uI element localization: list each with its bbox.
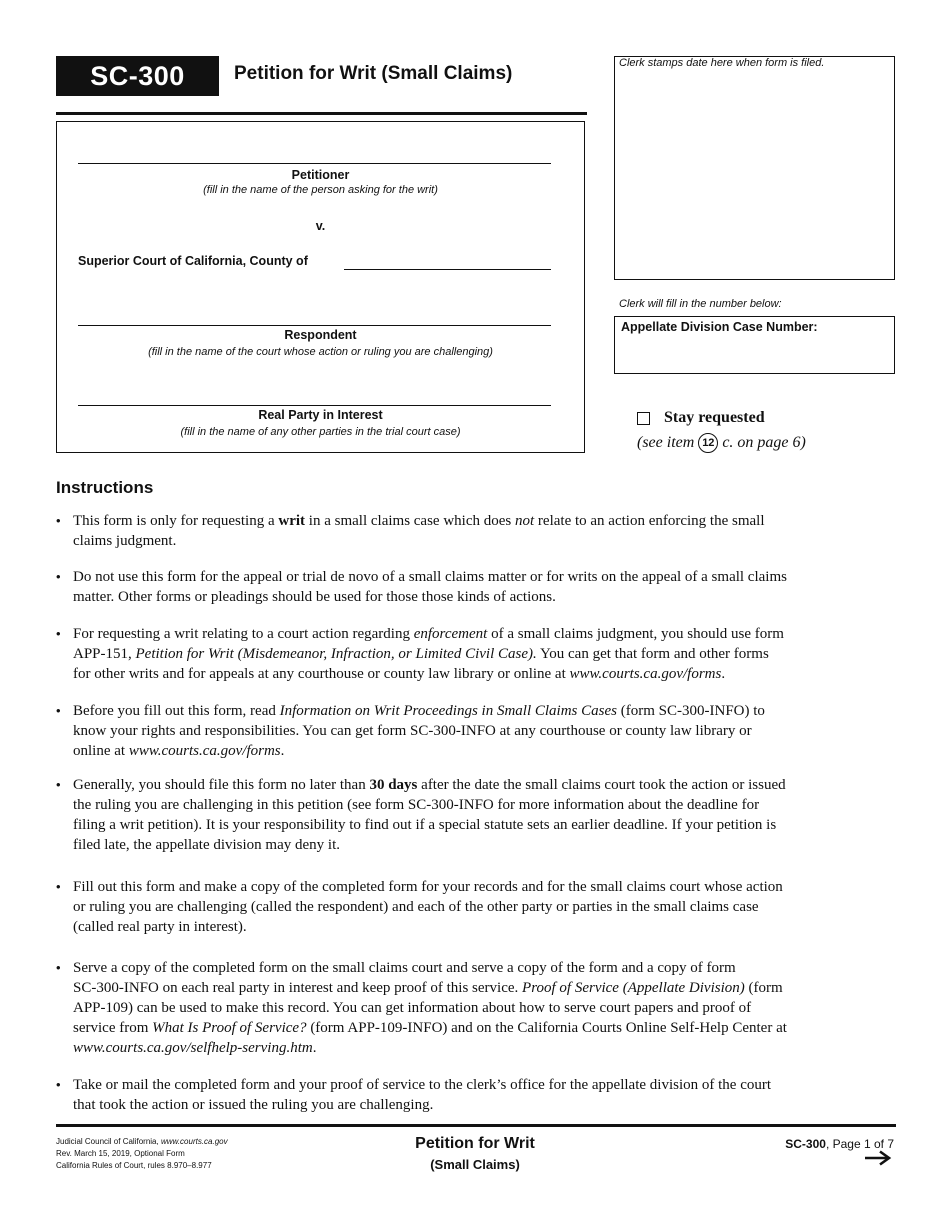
stay-requested-label: Stay requested (664, 409, 765, 426)
item-number-badge: 12 (698, 433, 718, 453)
forms-link[interactable]: www.courts.ca.gov/forms (128, 743, 281, 759)
footer-subtitle: (Small Claims) (430, 1157, 520, 1172)
footer-rules: California Rules of Court, rules 8.970–8.977 (56, 1161, 212, 1170)
petitioner-name-field[interactable] (78, 163, 551, 164)
clerk-number-note: Clerk will fill in the number below: (619, 298, 782, 310)
right-arrow-icon[interactable] (864, 1150, 892, 1171)
header-divider (56, 112, 587, 115)
real-party-label: Real Party in Interest (258, 408, 383, 422)
footer-title: Petition for Writ (415, 1135, 535, 1152)
respondent-label: Respondent (284, 328, 357, 342)
court-county-label: Superior Court of California, County of (78, 254, 308, 268)
respondent-name-field[interactable] (78, 325, 551, 326)
page-number: SC-300, Page 1 of 7 (785, 1137, 894, 1151)
real-party-hint: (fill in the name of any other parties in the trial court case) (180, 426, 461, 438)
petitioner-hint: (fill in the name of the person asking for the writ) (203, 184, 438, 196)
footer-council: Judicial Council of California, www.courts.ca.gov (56, 1137, 228, 1146)
caption-box (56, 121, 585, 453)
county-name-field[interactable] (344, 269, 551, 270)
footer-revision: Rev. March 15, 2019, Optional Form (56, 1149, 185, 1158)
clerk-stamp-note: Clerk stamps date here when form is filed. (619, 57, 825, 69)
case-number-label: Appellate Division Case Number: (621, 320, 818, 334)
selfhelp-link[interactable]: www.courts.ca.gov/selfhelp-serving.htm (73, 1040, 313, 1056)
instructions-heading: Instructions (56, 478, 154, 497)
forms-link[interactable]: www.courts.ca.gov/forms (569, 666, 722, 682)
petitioner-label: Petitioner (291, 168, 350, 182)
footer-divider (56, 1124, 896, 1127)
versus-label: v. (315, 219, 326, 233)
clerk-stamp-box (614, 56, 895, 280)
stay-requested-checkbox[interactable] (637, 412, 650, 425)
form-id-badge: SC-300 (56, 56, 219, 96)
respondent-hint: (fill in the name of the court whose action or ruling you are challenging) (148, 346, 493, 358)
real-party-name-field[interactable] (78, 405, 551, 406)
form-title: Petition for Writ (Small Claims) (234, 63, 513, 84)
stay-note: (see item 12 c. on page 6) (637, 434, 806, 451)
